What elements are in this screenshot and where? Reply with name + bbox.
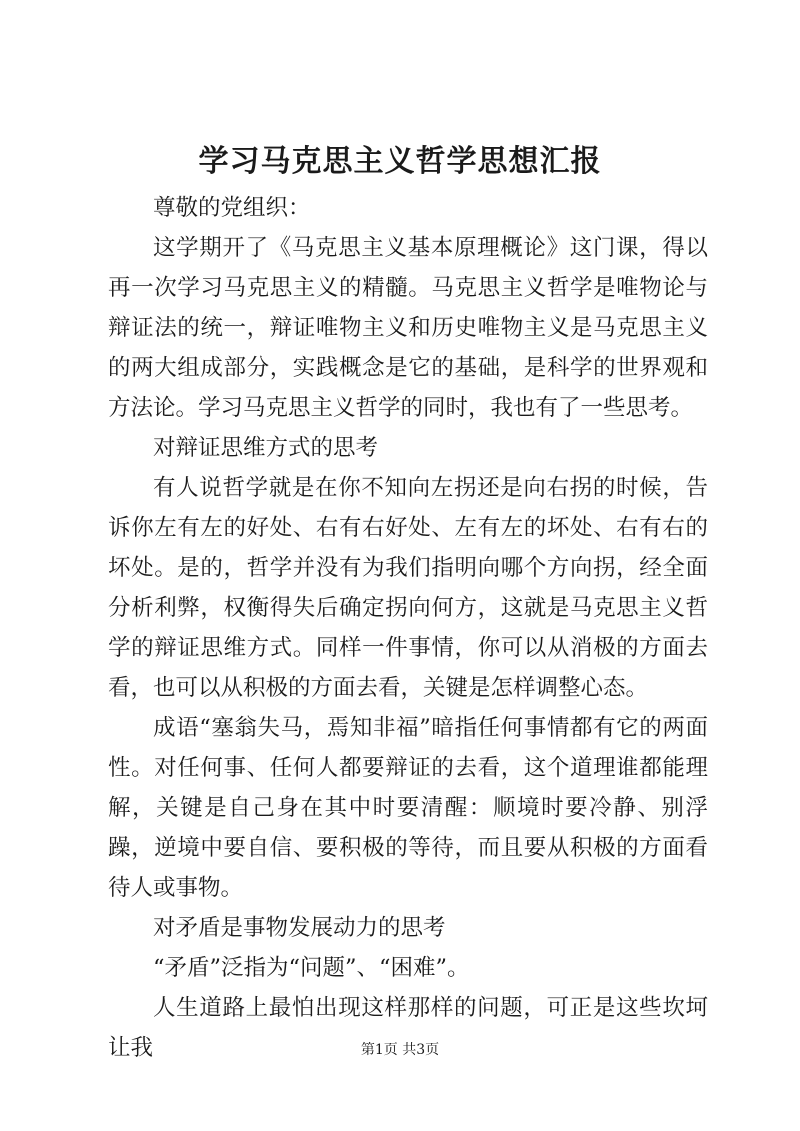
section-heading-dialectical-thinking: 对辩证思维方式的思考 (153, 435, 379, 461)
idiom-paragraph: 成语“塞翁失马，焉知非福”暗指任何事情都有它的两面性。对任何事、任何人都要辩证的去看，这个道理谁都能理解，关键是自己身在其中时要清醒：顺境时要冷静、别浮躁，逆境中要自信、要积极的等待，而且要从积极的方面看待人或事物。 (108, 715, 708, 901)
contradiction-definition-paragraph: “矛盾”泛指为“问题”、“困难”。 (153, 955, 470, 981)
document-title: 学习马克思主义哲学思想汇报 (198, 144, 602, 179)
section-heading-contradiction: 对矛盾是事物发展动力的思考 (153, 915, 446, 941)
intro-paragraph: 这学期开了《马克思主义基本原理概论》这门课，得以再一次学习马克思主义的精髓。马克思主义哲学是唯物论与辩证法的统一，辩证唯物主义和历史唯物主义是马克思主义的两大组成部分，实践概念是它的基础，是科学的世界观和方法论。学习马克思主义哲学的同时，我也有了一些思考。 (108, 235, 708, 421)
document-body (108, 188, 708, 1068)
salutation-paragraph: 尊敬的党组织： (153, 195, 311, 221)
life-path-paragraph: 人生道路上最怕出现这样那样的问题，可正是这些坎坷让我 (108, 995, 708, 1061)
page-footer: 第1页 共3页 (360, 1042, 440, 1058)
dialectical-thinking-paragraph: 有人说哲学就是在你不知向左拐还是向右拐的时候，告诉你左有左的好处、右有右好处、左有左的坏处、右有右的坏处。是的，哲学并没有为我们指明向哪个方向拐，经全面分析利弊，权衡得失后确定拐向何方，这就是马克思主义哲学的辩证思维方式。同样一件事情，你可以从消极的方面去看，也可以从积极的方面去看，关键是怎样调整心态。 (108, 475, 708, 701)
